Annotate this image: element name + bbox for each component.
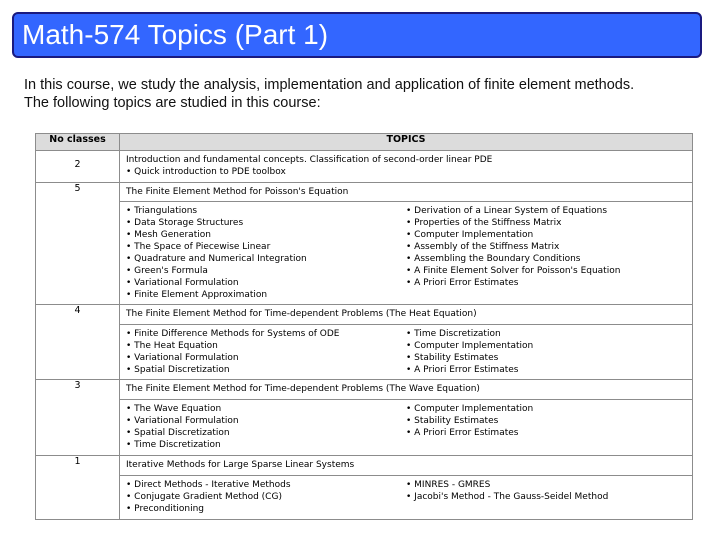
topic-item: • Time Discretization xyxy=(126,440,221,450)
topic-item: • Mesh Generation xyxy=(126,230,211,240)
topic-item: • Preconditioning xyxy=(126,504,205,514)
intro-line-1: In this course, we study the analysis, implementation and application of finite element methods. xyxy=(24,77,635,93)
class-count: 3 xyxy=(36,380,120,456)
section-header-cell xyxy=(120,183,693,202)
intro-line-2: The following topics are studied in this course: xyxy=(24,95,321,111)
table-row xyxy=(36,476,693,520)
topic-item: • Stability Estimates xyxy=(406,416,499,426)
section-header-cell xyxy=(120,380,693,400)
topic-item: • Properties of the Stiffness Matrix xyxy=(406,218,562,228)
topic-item: • MINRES - GMRES xyxy=(406,480,491,490)
topic-item: • The Space of Piecewise Linear xyxy=(126,242,271,252)
class-count: 5 xyxy=(36,183,120,305)
topic-item: • Finite Difference Methods for Systems of ODE xyxy=(126,329,340,339)
topic-item: • Data Storage Structures xyxy=(126,218,244,228)
topic-list-left xyxy=(126,328,406,376)
table-row xyxy=(36,305,693,325)
topic-item: • Conjugate Gradient Method (CG) xyxy=(126,492,282,502)
topic-item: • Green's Formula xyxy=(126,266,208,276)
topic-item: • Variational Formulation xyxy=(126,416,239,426)
topic-item: • Computer Implementation xyxy=(406,230,534,240)
table-header-row xyxy=(36,134,693,151)
table-row xyxy=(36,202,693,305)
topic-item: • Computer Implementation xyxy=(406,341,534,351)
topic-item: • Computer Implementation xyxy=(406,404,534,414)
topic-item: • Stability Estimates xyxy=(406,353,499,363)
section-header-cell xyxy=(120,456,693,476)
header-topics: TOPICS xyxy=(120,134,693,151)
topic-cell xyxy=(120,202,693,305)
topic-list-left xyxy=(126,205,406,301)
header-no-classes: No classes xyxy=(36,134,120,151)
topic-item: • Quadrature and Numerical Integration xyxy=(126,254,307,264)
class-count: 4 xyxy=(36,305,120,380)
topic-list-right xyxy=(406,328,686,376)
topic-cell xyxy=(120,400,693,456)
topic-list-left xyxy=(126,479,406,515)
section-header-cell xyxy=(120,305,693,325)
topic-item: • Quick introduction to PDE toolbox xyxy=(126,167,286,177)
topic-item: • Spatial Discretization xyxy=(126,428,230,438)
topic-item: • A Priori Error Estimates xyxy=(406,428,519,438)
topic-item: • Assembling the Boundary Conditions xyxy=(406,254,581,264)
topic-list-right xyxy=(406,403,686,451)
topic-item: • Assembly of the Stiffness Matrix xyxy=(406,242,560,252)
topic-item: • Derivation of a Linear System of Equations xyxy=(406,206,608,216)
topic-item: • Direct Methods - Iterative Methods xyxy=(126,480,291,490)
topic-item: • Variational Formulation xyxy=(126,353,239,363)
topic-item: • A Priori Error Estimates xyxy=(406,278,519,288)
class-count: 2 xyxy=(36,151,120,183)
table-row xyxy=(36,325,693,380)
topic-item: • Spatial Discretization xyxy=(126,365,230,375)
topic-item: • Variational Formulation xyxy=(126,278,239,288)
class-count: 1 xyxy=(36,456,120,520)
topic-cell xyxy=(120,151,693,183)
section-title: The Finite Element Method for Time-dependent Problems (The Wave Equation) xyxy=(126,384,480,394)
topic-item: • A Priori Error Estimates xyxy=(406,365,519,375)
topic-title: Introduction and fundamental concepts. Classification of second-order linear PDE xyxy=(126,155,493,165)
table-row xyxy=(36,400,693,456)
topic-item: • The Heat Equation xyxy=(126,341,218,351)
topic-item: • Finite Element Approximation xyxy=(126,290,268,300)
topic-cell xyxy=(120,325,693,380)
table-row xyxy=(36,183,693,202)
topic-list-left xyxy=(126,403,406,451)
intro-text xyxy=(24,76,704,112)
slide-title: Math-574 Topics (Part 1) xyxy=(22,19,329,50)
section-title: The Finite Element Method for Time-dependent Problems (The Heat Equation) xyxy=(126,309,477,319)
slide-title-bar xyxy=(12,12,702,58)
table-row xyxy=(36,151,693,183)
topics-table xyxy=(35,133,693,520)
topic-item: • The Wave Equation xyxy=(126,404,222,414)
topic-item: • Triangulations xyxy=(126,206,198,216)
topic-item: • Time Discretization xyxy=(406,329,501,339)
topic-item: • A Finite Element Solver for Poisson's Equation xyxy=(406,266,621,276)
section-title: The Finite Element Method for Poisson's Equation xyxy=(126,187,349,197)
table-row xyxy=(36,380,693,400)
topic-list-right xyxy=(406,205,686,301)
topic-cell xyxy=(120,476,693,520)
topic-list-right xyxy=(406,479,686,515)
topic-item: • Jacobi's Method - The Gauss-Seidel Method xyxy=(406,492,609,502)
table-row xyxy=(36,456,693,476)
section-title: Iterative Methods for Large Sparse Linear Systems xyxy=(126,460,355,470)
